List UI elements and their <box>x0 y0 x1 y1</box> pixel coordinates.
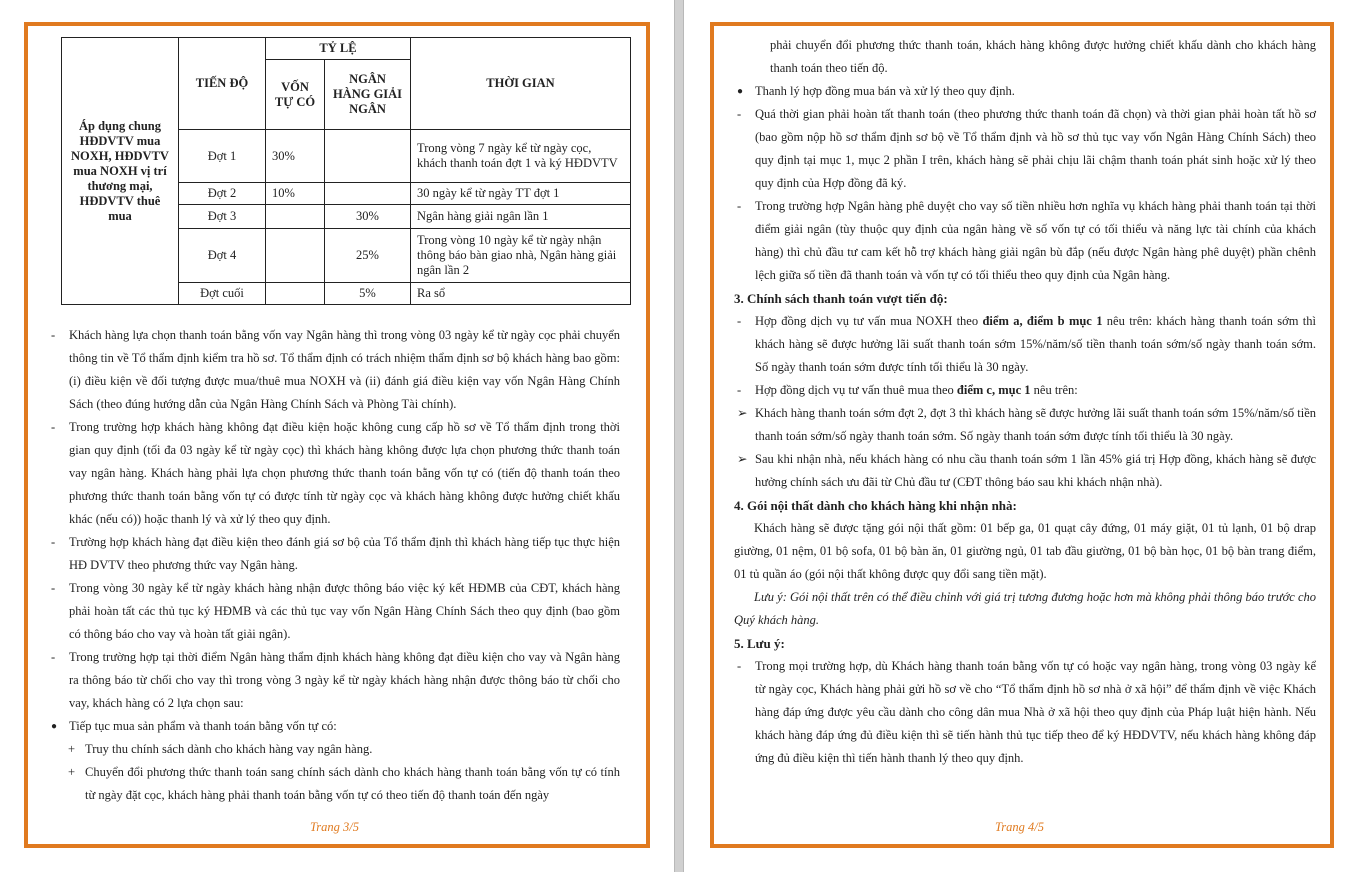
sub-item <box>48 738 620 761</box>
continued-text <box>734 34 1316 80</box>
option-text: Tiếp tục mua sản phẩm và thanh toán bằng vốn tự có: <box>69 719 337 733</box>
text-run: nêu trên: khách hàng thanh toán sớm thì khách hàng sẽ được hưởng lãi suất thanh toán sớm 15%/năm/số tiền thanh toán sớm/số ngày thanh toán sớm. Số ngày thanh toán sớm được tính tối thiểu là 30 ngày. <box>755 314 1316 374</box>
list-item-text: Trong mọi trường hợp, dù Khách hàng thanh toán bằng vốn tự có hoặc vay ngân hàng, trong vòng 03 ngày kể từ ngày cọc, Khách hàng phải gửi hồ sơ về cho “Tổ thẩm định hồ sơ nhà ở xã hội” để thẩm định về việc Khách hàng đáp ứng được yêu cầu dành cho công dân mua Nhà ở xã hội theo quy định của Pháp luật hiện hành. Nếu khách hàng đáp ứng đủ điều kiện thì sẽ tiến hành thủ tục tiếp theo để ký HĐDVTV, nếu khách hàng không đáp ứng đủ điều kiện thì tiến hành thanh lý theo quy định. <box>755 659 1316 765</box>
section-5-heading: 5. Lưu ý: <box>734 636 785 651</box>
section-3-heading: 3. Chính sách thanh toán vượt tiến độ: <box>734 291 948 306</box>
dash-marker: - <box>737 199 742 213</box>
list-item <box>48 416 620 531</box>
own-cell: 30% <box>266 130 325 183</box>
list-item <box>48 531 620 577</box>
arrow-item-text: Sau khi nhận nhà, nếu khách hàng có nhu cầu thanh toán sớm 1 lần 45% giá trị Hợp đồng, khách hàng sẽ được hưởng chính sách ưu đãi từ Chủ đầu tư (CĐT thông báo sau khi khách nhận nhà). <box>755 452 1316 489</box>
apply-label-cell: Áp dụng chung HĐDVTV mua NOXH, HĐDVTV mua NOXH vị trí thương mại, HĐDVTV thuê mua <box>62 38 179 305</box>
bullet-marker: ● <box>51 721 58 732</box>
bank-cell: 5% <box>325 283 411 305</box>
list-item <box>734 655 1316 770</box>
dash-marker: - <box>51 581 56 595</box>
list-item <box>48 577 620 646</box>
stage-cell: Đợt 1 <box>179 130 266 183</box>
section-4-heading: 4. Gói nội thất dành cho khách hàng khi nhận nhà: <box>734 498 1017 513</box>
list-item-text: Trong vòng 30 ngày kể từ ngày khách hàng nhận được thông báo việc ký kết HĐMB của CĐT, khách hàng phải hoàn tất các thủ tục ký HĐMB và các thủ tục vay vốn Ngân Hàng Chính Sách theo quy định (bao gồm có thông báo cho vay và hoàn tất giải ngân). <box>69 581 620 641</box>
arrow-item <box>734 402 1316 448</box>
bank-cell: 25% <box>325 229 411 283</box>
sub-item <box>48 761 620 807</box>
time-cell: 30 ngày kể từ ngày TT đợt 1 <box>411 183 631 205</box>
list-item <box>734 379 1316 402</box>
stage-cell: Đợt 3 <box>179 205 266 229</box>
list-item <box>734 103 1316 195</box>
dash-marker: - <box>737 107 742 121</box>
list-item-text: Trong trường hợp khách hàng không đạt điều kiện hoặc không cung cấp hồ sơ về Tổ thẩm định trong thời gian quy định (tối đa 03 ngày kể từ ngày cọc) thì khách hàng không được lựa chọn phương thức thanh toán vay ngân hàng. Khách hàng phải lựa chọn phương thức thanh toán bằng vốn tự có (tiến độ thanh toán theo phương thức thanh toán bằng vốn tự có được tính từ ngày cọc và khách hàng không được hưởng chiết khấu khác (nếu có)) hoặc thanh lý và xử lý theo quy định. <box>69 420 620 526</box>
own-cell <box>266 283 325 305</box>
text-run-bold: điểm c, mục 1 <box>956 383 1031 397</box>
stage-cell: Đợt cuối <box>179 283 266 305</box>
own-cell: 10% <box>266 183 325 205</box>
section-4-text: Khách hàng sẽ được tặng gói nội thất gồm: 01 bếp ga, 01 quạt cây đứng, 01 máy giặt, 01 tủ lạnh, 01 bộ drap giường, 01 nệm, 01 bộ sofa, 01 bộ bàn ăn, 01 giường ngủ, 01 tab đầu giường, 01 bộ bàn học, 01 bộ bàn trang điểm, 01 tủ quần áo (gói nội thất không được quy đổi sang tiền mặt). <box>734 521 1316 581</box>
col-progress-header: TIẾN ĐỘ <box>179 38 266 130</box>
payment-schedule-table <box>61 37 631 305</box>
option-text: Thanh lý hợp đồng mua bán và xử lý theo quy định. <box>755 84 1015 98</box>
list-item <box>734 310 1316 379</box>
page-gutter <box>674 0 684 872</box>
arrow-item-text: Khách hàng thanh toán sớm đợt 2, đợt 3 thì khách hàng sẽ được hưởng lãi suất thanh toán sớm 15%/năm/số tiền thanh toán sớm/số ngày thanh toán sớm. Số ngày thanh toán sớm được tính tối thiểu là 30 ngày. <box>755 406 1316 443</box>
list-item-text: Trường hợp khách hàng đạt điều kiện theo đánh giá sơ bộ của Tổ thẩm định thì khách hàng tiếp tục thực hiện HĐ DVTV theo phương thức vay Ngân hàng. <box>69 535 620 572</box>
list-item-text: Khách hàng lựa chọn thanh toán bằng vốn vay Ngân hàng thì trong vòng 03 ngày kể từ ngày cọc phải chuyển thông tin về Tổ thẩm định kiểm tra hồ sơ. Tổ thẩm định có trách nhiệm thẩm định sơ bộ khách hàng bao gồm: (i) điều kiện về đối tượng được mua/thuê mua NOXH và (ii) đánh giá điều kiện vay vốn Ngân Hàng Chính Sách (theo đúng hướng dẫn của Ngân Hàng Chính Sách và Phòng Tài chính). <box>69 328 620 411</box>
bank-cell <box>325 183 411 205</box>
arrow-item <box>734 448 1316 494</box>
list-item <box>48 646 620 715</box>
col-own-header: VỐN TỰ CÓ <box>266 60 325 130</box>
time-cell: Ra sổ <box>411 283 631 305</box>
page-3-footer: Trang 3/5 <box>310 820 359 834</box>
col-time-header: THỜI GIAN <box>411 38 631 130</box>
page-3-body <box>48 324 620 807</box>
page-4-body <box>734 34 1316 770</box>
list-item <box>48 324 620 416</box>
plus-marker: + <box>68 765 76 779</box>
text-run: Hợp đồng dịch vụ tư vấn thuê mua theo <box>755 383 957 397</box>
col-ratio-header: TỶ LỆ <box>266 38 411 60</box>
dash-marker: - <box>737 659 742 673</box>
list-item-text: Quá thời gian phải hoàn tất thanh toán (theo phương thức thanh toán đã chọn) và thời gian phải hoàn tất hồ sơ (bao gồm nộp hồ sơ thẩm định sơ bộ về Tổ thẩm định và hồ sơ thủ tục vay vốn Ngân Hàng Chính Sách) theo quy định tại mục 1, mục 2 phần I trên, khách hàng sẽ phải chịu lãi chậm thanh toán phát sinh hoặc xử lý theo quy định của Hợp đồng đã ký. <box>755 107 1316 190</box>
bank-cell: 30% <box>325 205 411 229</box>
dash-marker: - <box>51 328 56 342</box>
sub-item-text: Chuyển đổi phương thức thanh toán sang chính sách dành cho khách hàng thanh toán bằng vốn tự có tính từ ngày đặt cọc, khách hàng phải thanh toán bằng vốn tự có theo tiến độ thanh toán đến ngày <box>85 765 620 802</box>
time-cell: Ngân hàng giải ngân lần 1 <box>411 205 631 229</box>
dash-marker: - <box>51 535 56 549</box>
option-item <box>48 715 620 738</box>
time-cell: Trong vòng 10 ngày kể từ ngày nhận thông báo bàn giao nhà, Ngân hàng giải ngân lần 2 <box>411 229 631 283</box>
text-run-bold: điểm a, điểm b mục 1 <box>982 314 1103 328</box>
stage-cell: Đợt 4 <box>179 229 266 283</box>
dash-marker: - <box>51 650 56 664</box>
section-4-note: Lưu ý: Gói nội thất trên có thể điều chỉnh với giá trị tương đương hoặc hơn mà không phải thông báo trước cho Quý khách hàng. <box>734 590 1316 627</box>
page-4-footer: Trang 4/5 <box>995 820 1044 834</box>
col-bank-header: NGÂN HÀNG GIẢI NGÂN <box>325 60 411 130</box>
dash-marker: - <box>737 314 742 328</box>
list-item-text: Trong trường hợp Ngân hàng phê duyệt cho vay số tiền nhiều hơn nghĩa vụ khách hàng phải thanh toán tại thời điểm giải ngân (tùy thuộc quy định của ngân hàng về số vốn tự có tối thiểu và năng lực tài chính của khách hàng) thì chủ đầu tư cam kết hỗ trợ khách hàng giải ngân bù đắp (nếu được Ngân hàng phê duyệt) phần chênh lệch giữa số tiền đã thanh toán và vốn tự có tối thiểu theo quy định của Ngân hàng. <box>755 199 1316 282</box>
time-cell: Trong vòng 7 ngày kể từ ngày cọc, khách thanh toán đợt 1 và ký HĐDVTV <box>411 130 631 183</box>
plus-marker: + <box>68 742 76 756</box>
own-cell <box>266 229 325 283</box>
own-cell <box>266 205 325 229</box>
bullet-marker: ● <box>737 86 744 97</box>
text-run: nêu trên: <box>1030 383 1078 397</box>
bank-cell <box>325 130 411 183</box>
continued-text-content: phải chuyển đổi phương thức thanh toán, khách hàng không được hưởng chiết khấu dành cho khách hàng thanh toán theo tiến độ. <box>770 38 1316 75</box>
dash-marker: - <box>51 420 56 434</box>
arrow-icon: ➢ <box>737 406 748 420</box>
list-item-text: Trong trường hợp tại thời điểm Ngân hàng thẩm định khách hàng không đạt điều kiện cho vay và Ngân hàng ra thông báo từ chối cho vay thì trong vòng 3 ngày kể từ ngày khách hàng nhận được thông báo từ chối cho vay, khách hàng có 2 lựa chọn sau: <box>69 650 620 710</box>
list-item <box>734 195 1316 287</box>
option-item <box>734 80 1316 103</box>
stage-cell: Đợt 2 <box>179 183 266 205</box>
text-run: Hợp đồng dịch vụ tư vấn mua NOXH theo <box>755 314 983 328</box>
sub-item-text: Truy thu chính sách dành cho khách hàng vay ngân hàng. <box>85 742 373 756</box>
arrow-icon: ➢ <box>737 452 748 466</box>
dash-marker: - <box>737 383 742 397</box>
